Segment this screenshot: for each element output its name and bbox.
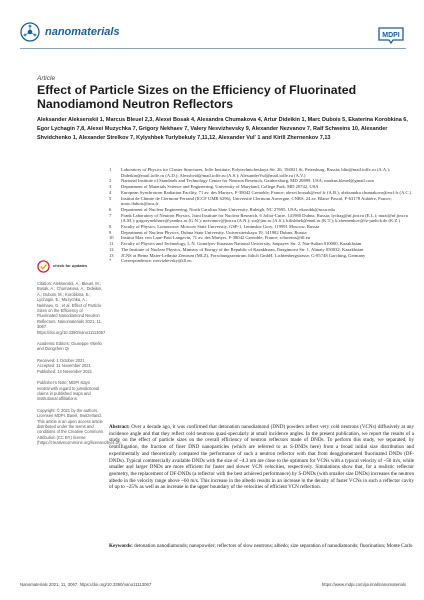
- keywords-section: [109, 543, 414, 550]
- publication-dates: Received: 1 October 2021 Accepted: 11 November 2021 Published: 14 November 2021: [37, 357, 93, 374]
- affiliation-number: 11: [109, 241, 114, 247]
- author-list: Aleksander Aleksenskii 1, Marcus Bleuel 2,3, Alexei Bosak 4, Alexandra Chumakova 4, Artur Dideikin 1, Marc Dubois 5, Ekaterina Korobkina 6, Egor Lychagin 7,8, Alexei Muzychka 7, Grigory Nekhaev 7, Valery Nesvizhevsky 9, Alexander Nezvanov 7, Ralf Schweins 10, Alexander Shvidchenko 1, Alexander Strelkov 7, Kylyshbek Turlybekuly 7,11,12, Alexander Vul' 1 and Kirill Zhernenkov 7,13: [37, 117, 408, 141]
- check-updates-badge[interactable]: [37, 260, 103, 273]
- affiliation-number: 2: [109, 178, 112, 184]
- affiliation-number: 3: [109, 184, 112, 190]
- affiliation-item: [109, 167, 414, 178]
- affiliation-text: Department of Nuclear Physics, Dubna State University, Universitetskaya 19, 141982 Dubna, Russia: [121, 229, 307, 235]
- abstract-section: [109, 424, 414, 491]
- journal-name: nanomaterials: [45, 26, 120, 38]
- affiliation-number: 10: [109, 235, 114, 241]
- copyright-note: Copyright: © 2021 by the authors. Licensee MDPI, Basel, Switzerland. This article is an open access article distributed under the terms and conditions of the Creative Commons Attribution (CC BY) license (https://creativecommons.org/licenses/by/4.0/).: [37, 407, 122, 446]
- affiliation-number: 5: [109, 195, 112, 201]
- keywords-label: Keywords:: [109, 543, 133, 549]
- affiliation-number: 12: [109, 246, 114, 252]
- citation-block: Citation: Aleksenskii, A.; Bleuel, M.; Bosak, A.; Chumakova, A.; Dideikin, A.; Dubois, M.; Korobkina, E.; Lychagin, E.; Muzychka, A.; Nekhaev, G.; et al. Effect of Particle Sizes on the Efficiency of Fluorinated Nanodiamond Neutron Reflectors. Nanomaterials 2021, 11, 3067. https://doi.org/10.3390/nano11113067: [37, 281, 106, 335]
- affiliation-text: Laboratory of Physics for Cluster Structures, Ioffe Institute, Polytechnicheskaya Str. 26, 194021 St. Petersburg, Russia; blin@mail.ioffe.ru (A.A.); Dideikin@mail.ioffe.ru (A.D.); Alexshvid@mail.ioffe.ru (A.S.); AlexanderVul@mail.ioffe.ru (A.V.): [121, 167, 391, 178]
- page-footer: [20, 582, 406, 587]
- affiliation-number: 8: [109, 224, 112, 230]
- affiliation-number: 6: [109, 206, 112, 212]
- footer-url[interactable]: https://www.mdpi.com/journal/nanomaterials: [321, 582, 406, 587]
- journal-logo[interactable]: [20, 22, 120, 42]
- check-updates-label: check for updates: [53, 263, 88, 269]
- affiliation-text: Correspondence: nesvizhevsky@ill.eu: [121, 258, 192, 264]
- affiliation-number: 1: [109, 167, 112, 172]
- abstract-text: Over a decade ago, it was confirmed that detonation nanodiamond (DND) powders reflect very cold neutrons (VCNs) diffusively at any incidence angle and that they reflect cold neutrons quasi-specularly at small incidence angles. In the present publication, we report the results of a study on the effect of particle sizes on the overall efficiency of neutron reflectors made of DNDs. To perform this study, we separated, by centrifugation, the fraction of finer DND nanoparticles (which are referred to as S-DNDs here) from a broad initial size distribution and experimentally and theoretically compared the performance of such a neutron reflector with that from deagglomerated fluorinated DNDs (DF-DNDs). Typical commercially available DNDs with the size of ~4.3 nm are close to the optimum for VCNs with a typical velocity of ~50 m/s, while smaller and larger DNDs are more efficient for faster and slower VCN velocities, respectively. Simulations show that, for a realistic reflector geometry, the replacement of DF-DNDs (a reflector with the best achieved performance) by S-DNDs (with smaller size DNDs) increases the neutron albedo in the velocity range above ~60 m/s. This increase in the albedo results in an increase in the density of faster VCNs in such a reflector cavity of up to ~25% as well as an increase in the upper boundary of the velocities of efficient VCN reflection.: [109, 424, 414, 491]
- abstract-label: Abstract:: [109, 424, 130, 430]
- academic-editors: Academic Editors: Giuseppe Vitiello and Dongchen Qi: [37, 341, 102, 352]
- check-updates-icon: [37, 260, 50, 273]
- affiliation-item: [109, 196, 414, 207]
- keywords-text: detonation nanodiamonds; nanopowder; reflectors of slow neutrons; albedo; size separation of nanodiamonds; fluorination; Monte Carlo: [134, 543, 413, 549]
- affiliation-item: [109, 258, 414, 264]
- page-header: [0, 0, 424, 60]
- header-rule: [20, 48, 406, 49]
- affiliation-number: 4: [109, 189, 112, 195]
- affiliation-text: Faculty of Physics and Technology, L.N. Gumilyov Eurasian National University, Satpayev Str. 2, Nur-Sultan 010000, Kazakhstan: [121, 241, 362, 247]
- affiliation-number: *: [109, 258, 112, 264]
- publisher-note: Publisher's Note: MDPI stays neutral with regard to jurisdictional claims in published maps and institutional affiliations.: [37, 380, 100, 402]
- affiliation-text: Institut Max von Laue-Paul Langevin, 71 av. des Martyrs, F-38042 Grenoble, France; schweins@ill.eu: [121, 235, 311, 241]
- affiliation-text: Department of Nuclear Engineering, North Carolina State University, Raleigh, NC 27695, USA; ekorobk@ncsu.edu: [121, 206, 335, 212]
- affiliation-item: [109, 213, 414, 224]
- affiliation-text: Institut de Chimie de Clermont-Ferrand (ICCF UMR 6296), Université Clermont Auvergne, CNRS, 24 av. Blaise Pascal, F-63178 Aubière, France; marc.dubois@uca.fr: [121, 195, 392, 207]
- footer-citation[interactable]: Nanomaterials 2021, 11, 3067. https://doi.org/10.3390/nano11113067: [20, 582, 152, 587]
- nanomaterials-logo-icon: [20, 22, 40, 42]
- affiliation-text: European Synchrotron Radiation Facility, 71 av. des Martyrs, F-38042 Grenoble, France; alexei.bossak@esrf.fr (A.B.); aleksandra.chumakova@esrf.fr (A.C.): [121, 189, 412, 195]
- affiliation-text: National Institute of Standards and Technology Center for Neutron Research, Gaithersburg, MD 20899, USA; markus.bleuel@gmail.com: [121, 178, 374, 184]
- affiliation-text: The Institute of Nuclear Physics, Ministry of Energy of the Republic of Kazakhstan, Ibragimova Str. 1, Almaty 050032, Kazakhstan: [121, 246, 364, 252]
- affiliation-number: 7: [109, 212, 112, 218]
- publisher-logo[interactable]: [376, 25, 406, 45]
- article-title: Effect of Particle Sizes on the Efficiency of Fluorinated Nanodiamond Neutron Reflectors: [37, 83, 357, 111]
- affiliation-list: [109, 167, 414, 264]
- affiliation-text: Faculty of Physics, Lomonosov Moscow State University, GSP-1, Leninskie Gory, 119991 Moscow, Russia: [121, 224, 320, 230]
- affiliation-number: 13: [109, 252, 114, 258]
- affiliation-text: Department of Materials Science and Engineering, University of Maryland, College Park, MD 20742, USA: [121, 184, 319, 190]
- affiliation-number: 9: [109, 229, 112, 235]
- affiliation-text: JCNS at Heinz Maier-Leibnitz Zentrum (MLZ), Forschungszentrum Jülich GmbH, Lichtenbergstrasse, G-85748 Garching, Germany: [121, 252, 366, 258]
- article-type: Article: [37, 75, 56, 82]
- publisher-name: MDPI: [382, 32, 400, 39]
- affiliation-text: Frank Laboratory of Neutron Physics, Joint Institute for Nuclear Research, 6 Joliot-Curie, 141980 Dubna, Russia; lychag@nf.jinr.ru (E.L.); muzi@nf.jinr.ru (A.M.); grigorynekhaev@yandex.ru (G.N.); nezvanov@jinr.ru (A.N.); str@jinr.ru (A.S.); kilishbek@mail.ru (K.T.); k.zhernenkov@fz-juelich.de (K.Z.): [121, 212, 408, 224]
